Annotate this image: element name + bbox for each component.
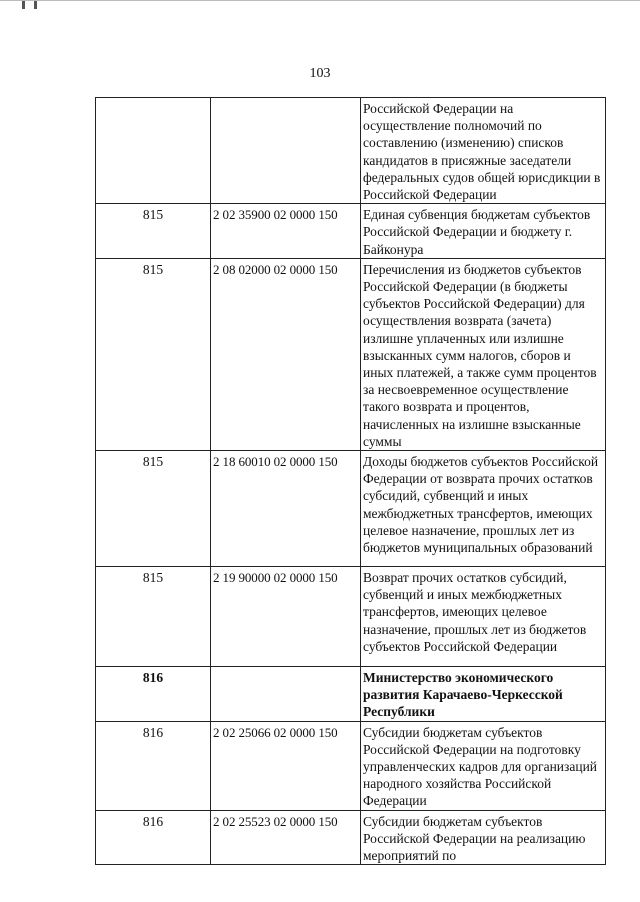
- admin-code-cell: 815: [96, 567, 211, 667]
- administrator-name-cell: Министерство экономического развития Карачаево-Черкесской Республики: [361, 667, 606, 722]
- budget-code-cell: 2 02 25066 02 0000 150: [211, 721, 361, 810]
- budget-code-cell: [211, 98, 361, 204]
- admin-code-cell: 815: [96, 451, 211, 567]
- budget-code-cell: 2 08 02000 02 0000 150: [211, 258, 361, 450]
- revenue-name-cell: Доходы бюджетов субъектов Российской Федерации от возврата прочих остатков субсидий, субвенций и иных межбюджетных трансфертов, имеющих целевое назначение, прошлых лет из бюджетов муниципальных образований: [361, 451, 606, 567]
- scan-edge-mark: [0, 0, 640, 1]
- table-row: [96, 98, 606, 204]
- admin-code-cell: 816: [96, 810, 211, 865]
- table-row: [96, 567, 606, 667]
- budget-code-cell: 2 02 25523 02 0000 150: [211, 810, 361, 865]
- admin-code-cell: 815: [96, 258, 211, 450]
- revenue-name-cell: Возврат прочих остатков субсидий, субвенций и иных межбюджетных трансфертов, имеющих целевое назначение, прошлых лет из бюджетов субъектов Российской Федерации: [361, 567, 606, 667]
- revenue-name-cell: Субсидии бюджетам субъектов Российской Федерации на реализацию мероприятий по: [361, 810, 606, 865]
- page-number: 103: [309, 66, 331, 81]
- budget-code-cell: [211, 667, 361, 722]
- table-row-section: [96, 667, 606, 722]
- table-row: [96, 258, 606, 450]
- revenue-name-cell: Единая субвенция бюджетам субъектов Российской Федерации и бюджету г. Байконура: [361, 204, 606, 259]
- admin-code-cell: 815: [96, 204, 211, 259]
- admin-code-cell: 816: [96, 721, 211, 810]
- table-row: [96, 721, 606, 810]
- budget-code-cell: 2 02 35900 02 0000 150: [211, 204, 361, 259]
- revenue-codes-table: [95, 97, 606, 865]
- table-row: [96, 451, 606, 567]
- table-row: [96, 204, 606, 259]
- revenue-name-cell: Российской Федерации на осуществление полномочий по составлению (изменению) списков кандидатов в присяжные заседатели федеральных судов общей юрисдикции в Российской Федерации: [361, 98, 606, 204]
- budget-code-cell: 2 18 60010 02 0000 150: [211, 451, 361, 567]
- admin-code-cell: 816: [96, 667, 211, 722]
- budget-code-cell: 2 19 90000 02 0000 150: [211, 567, 361, 667]
- revenue-name-cell: Субсидии бюджетам субъектов Российской Федерации на подготовку управленческих кадров для организаций народного хозяйства Российской Федерации: [361, 721, 606, 810]
- table-row: [96, 810, 606, 865]
- admin-code-cell: [96, 98, 211, 204]
- revenue-name-cell: Перечисления из бюджетов субъектов Российской Федерации (в бюджеты субъектов Российской Федерации) для осуществления возврата (зачета) излишне уплаченных или излишне взысканных сумм налогов, сборов и иных платежей, а также сумм процентов за несвоевременное осуществление такого возврата и процентов, начисленных на излишне взысканные суммы: [361, 258, 606, 450]
